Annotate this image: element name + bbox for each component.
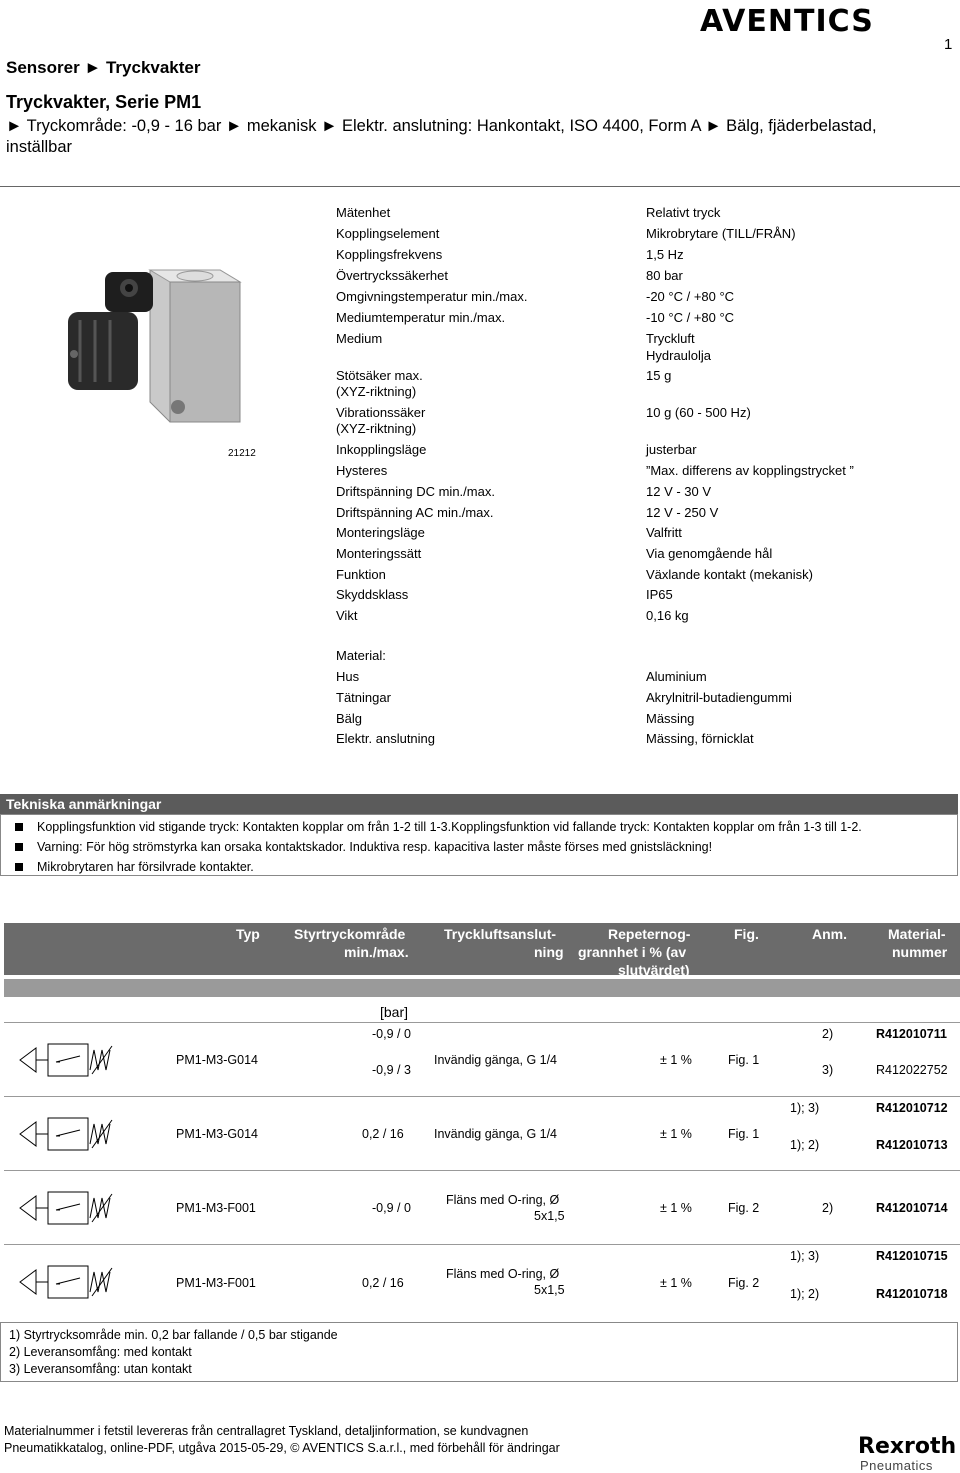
cell-type: PM1-M3-G014 bbox=[176, 1127, 258, 1141]
spec-key: Skyddsklass bbox=[336, 587, 409, 602]
spec-value: Växlande kontakt (mekanisk) bbox=[646, 567, 813, 582]
spec-key: Monteringssätt bbox=[336, 546, 422, 561]
spec-key: Mätenhet bbox=[336, 205, 391, 220]
cell-type: PM1-M3-F001 bbox=[176, 1201, 256, 1215]
material-key: Tätningar bbox=[336, 690, 391, 705]
switch-symbol-icon bbox=[8, 1114, 128, 1154]
material-key: Elektr. anslutning bbox=[336, 731, 436, 746]
cell-range: 0,2 / 16 bbox=[362, 1127, 404, 1141]
spec-key: Kopplingsfrekvens bbox=[336, 247, 443, 262]
cell-rep: ± 1 % bbox=[660, 1201, 692, 1215]
material-list bbox=[0, 648, 960, 748]
material-key: Bälg bbox=[336, 711, 363, 726]
cell-conn: Fläns med O-ring, Ø bbox=[446, 1193, 560, 1207]
cell-anm: 2) bbox=[822, 1201, 834, 1215]
cell-conn: Invändig gänga, G 1/4 bbox=[434, 1053, 558, 1067]
table-header bbox=[4, 923, 960, 978]
cell-anm: 2) bbox=[822, 1027, 834, 1041]
spec-value: 80 bar bbox=[646, 268, 683, 283]
col-typ: Typ bbox=[236, 926, 260, 942]
cell-material: R412010713 bbox=[876, 1138, 948, 1152]
cell-conn: Fläns med O-ring, Ø bbox=[446, 1267, 560, 1281]
material-value: Mässing, förnicklat bbox=[646, 731, 754, 746]
table-subheader bbox=[4, 979, 960, 997]
material-key: Hus bbox=[336, 669, 360, 684]
spec-value: Relativt tryck bbox=[646, 205, 721, 220]
footnotes bbox=[0, 1322, 958, 1382]
switch-symbol-icon bbox=[8, 1262, 128, 1302]
cell-material: R412022752 bbox=[876, 1063, 948, 1077]
bullet-icon bbox=[15, 843, 23, 851]
cell-type: PM1-M3-G014 bbox=[176, 1053, 258, 1067]
material-value: Akrylnitril-butadiengummi bbox=[646, 690, 792, 705]
row-divider bbox=[4, 1096, 960, 1097]
spec-key: Medium bbox=[336, 331, 383, 346]
cell-rep: ± 1 % bbox=[660, 1053, 692, 1067]
cell-fig: Fig. 2 bbox=[728, 1201, 760, 1215]
cell-anm: 1); 2) bbox=[790, 1138, 820, 1152]
cell-type: PM1-M3-F001 bbox=[176, 1276, 256, 1290]
spec-value: IP65 bbox=[646, 587, 673, 602]
col-range-sub: min./max. bbox=[344, 944, 409, 960]
spec-key: Vikt bbox=[336, 608, 358, 623]
notes-title: Tekniska anmärkningar bbox=[0, 794, 958, 814]
col-conn: Tryckluftsanslut- bbox=[444, 926, 557, 942]
spec-value: ”Max. differens av kopplingstrycket ” bbox=[646, 463, 854, 478]
note-text: Kopplingsfunktion vid stigande tryck: Kontakten kopplar om från 1-2 till 1-3.Kopplingsfunktion vid fallande tryck: Kontakten kopplar om från 1-3 till 1-2. bbox=[37, 820, 862, 834]
spec-key: Monteringsläge bbox=[336, 525, 425, 540]
col-mat-sub: nummer bbox=[892, 944, 948, 960]
spec-value: -10 °C / +80 °C bbox=[646, 310, 735, 325]
row-divider bbox=[4, 1022, 960, 1023]
spec-key: Övertryckssäkerhet bbox=[336, 268, 448, 283]
col-rep: Repeternog- bbox=[608, 926, 691, 942]
page-subtitle: ► Tryckområde: -0,9 - 16 bar ► mekanisk ► Elektr. anslutning: Hankontakt, ISO 4400, Form A ► Bälg, fjäderbelastad, inställbar bbox=[6, 117, 877, 156]
spec-key: Driftspänning DC min./max. bbox=[336, 484, 495, 499]
spec-value: 15 g bbox=[646, 368, 672, 383]
rexroth-sub: Pneumatics bbox=[860, 1458, 933, 1473]
cell-range: 0,2 / 16 bbox=[362, 1276, 404, 1290]
aventics-logo: AVENTICS bbox=[700, 4, 874, 39]
cell-range: -0,9 / 3 bbox=[372, 1063, 411, 1077]
cell-material: R412010714 bbox=[876, 1201, 948, 1215]
page-number: 1 bbox=[944, 36, 953, 53]
cell-rep: ± 1 % bbox=[660, 1127, 692, 1141]
spec-key: Omgivningstemperatur min./max. bbox=[336, 289, 528, 304]
spec-value: 12 V - 250 V bbox=[646, 505, 719, 520]
switch-symbol-icon bbox=[8, 1188, 128, 1228]
col-conn-sub: ning bbox=[534, 944, 564, 960]
spec-key: (XYZ-riktning) bbox=[336, 421, 417, 436]
col-mat: Material- bbox=[888, 926, 946, 942]
spec-key: Driftspänning AC min./max. bbox=[336, 505, 494, 520]
spec-key: Hysteres bbox=[336, 463, 388, 478]
spec-list bbox=[0, 205, 960, 645]
footer-edition: Pneumatikkatalog, online-PDF, utgåva 2015-05-29, © AVENTICS S.a.r.l., med förbehåll för ändringar bbox=[4, 1441, 560, 1455]
cell-conn: 5x1,5 bbox=[534, 1283, 565, 1297]
rexroth-logo: Rexroth bbox=[858, 1434, 957, 1459]
page-title: Tryckvakter, Serie PM1 bbox=[6, 92, 202, 112]
spec-key: Mediumtemperatur min./max. bbox=[336, 310, 506, 325]
spec-key: Vibrationssäker bbox=[336, 405, 426, 420]
cell-conn: Invändig gänga, G 1/4 bbox=[434, 1127, 558, 1141]
col-rep-sub2: slutvärdet) bbox=[618, 962, 690, 978]
note-text: Varning: För hög strömstyrka kan orsaka kontaktskador. Induktiva resp. kapacitiva laster måste förses med gnistsläckning! bbox=[37, 840, 713, 854]
col-fig: Fig. bbox=[734, 926, 759, 942]
footnote: 2) Leveransomfång: med kontakt bbox=[9, 1345, 192, 1359]
cell-fig: Fig. 2 bbox=[728, 1276, 760, 1290]
footer-note: Materialnummer i fetstil levereras från centrallagret Tyskland, detaljinformation, se kundvagnen bbox=[4, 1424, 529, 1438]
cell-material: R412010715 bbox=[876, 1249, 948, 1263]
spec-value: Tryckluft bbox=[646, 331, 695, 346]
spec-value: 0,16 kg bbox=[646, 608, 689, 623]
spec-key: (XYZ-riktning) bbox=[336, 384, 417, 399]
spec-key: Stötsäker max. bbox=[336, 368, 423, 383]
spec-value: 10 g (60 - 500 Hz) bbox=[646, 405, 751, 420]
spec-value: Via genomgående hål bbox=[646, 546, 773, 561]
cell-range: -0,9 / 0 bbox=[372, 1027, 411, 1041]
header-divider bbox=[0, 186, 960, 187]
spec-key: Inkopplingsläge bbox=[336, 442, 427, 457]
bullet-icon bbox=[15, 863, 23, 871]
material-value: Mässing bbox=[646, 711, 695, 726]
row-divider bbox=[4, 1244, 960, 1245]
unit-label: [bar] bbox=[380, 1004, 409, 1020]
cell-material: R412010711 bbox=[876, 1027, 947, 1041]
row-divider bbox=[4, 1170, 960, 1171]
spec-key: Kopplingselement bbox=[336, 226, 440, 241]
cell-material: R412010718 bbox=[876, 1287, 948, 1301]
cell-anm: 3) bbox=[822, 1063, 834, 1077]
cell-range: -0,9 / 0 bbox=[372, 1201, 411, 1215]
cell-conn: 5x1,5 bbox=[534, 1209, 565, 1223]
col-rep-sub: grannhet i % (av bbox=[578, 944, 687, 960]
spec-value: 12 V - 30 V bbox=[646, 484, 712, 499]
material-value: Aluminium bbox=[646, 669, 707, 684]
breadcrumb[interactable]: Sensorer ► Tryckvakter bbox=[6, 58, 201, 77]
notes-box bbox=[0, 814, 958, 876]
product-image-id: 21212 bbox=[228, 448, 256, 459]
spec-key: Funktion bbox=[336, 567, 386, 582]
spec-value: Hydraulolja bbox=[646, 348, 712, 363]
footnote: 3) Leveransomfång: utan kontakt bbox=[9, 1362, 192, 1376]
spec-value: 1,5 Hz bbox=[646, 247, 684, 262]
switch-symbol-icon bbox=[8, 1040, 128, 1080]
cell-material: R412010712 bbox=[876, 1101, 948, 1115]
cell-fig: Fig. 1 bbox=[728, 1127, 760, 1141]
spec-value: Mikrobrytare (TILL/FRÅN) bbox=[646, 226, 796, 241]
footnote: 1) Styrtrycksområde min. 0,2 bar fallande / 0,5 bar stigande bbox=[9, 1328, 338, 1342]
cell-anm: 1); 3) bbox=[790, 1249, 820, 1263]
col-range: Styrtryckområde bbox=[294, 926, 406, 942]
material-key: Material: bbox=[336, 648, 386, 663]
cell-anm: 1); 2) bbox=[790, 1287, 820, 1301]
cell-fig: Fig. 1 bbox=[728, 1053, 760, 1067]
note-text: Mikrobrytaren har försilvrade kontakter. bbox=[37, 860, 254, 874]
col-anm: Anm. bbox=[812, 926, 847, 942]
spec-value: Valfritt bbox=[646, 525, 682, 540]
spec-value: -20 °C / +80 °C bbox=[646, 289, 735, 304]
spec-value: justerbar bbox=[646, 442, 697, 457]
bullet-icon bbox=[15, 823, 23, 831]
cell-anm: 1); 3) bbox=[790, 1101, 820, 1115]
cell-rep: ± 1 % bbox=[660, 1276, 692, 1290]
